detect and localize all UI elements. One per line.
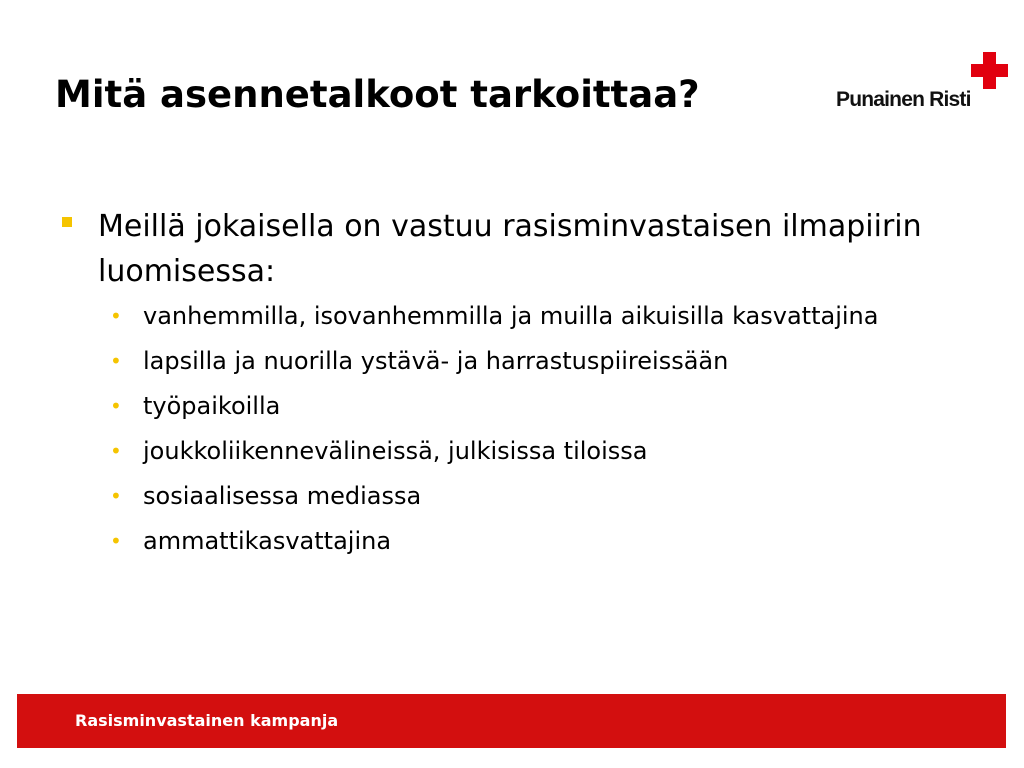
sub-bullet-text: vanhemmilla, isovanhemmilla ja muilla aikuisilla kasvattajina: [143, 302, 879, 330]
slide-title: Mitä asennetalkoot tarkoittaa?: [55, 73, 700, 116]
logo-text: Punainen Risti: [836, 88, 971, 111]
main-bullet-text: Meillä jokaisella on vastuu rasisminvastaisen ilmapiirin luomisessa:: [98, 209, 922, 289]
dot-bullet-icon: •: [110, 304, 122, 328]
footer-text: Rasisminvastainen kampanja: [75, 711, 339, 730]
footer-bar: [17, 694, 1006, 748]
sub-bullet-text: lapsilla ja nuorilla ystävä- ja harrastuspiireissään: [143, 347, 729, 375]
sub-bullet-text: työpaikoilla: [143, 392, 281, 420]
dot-bullet-icon: •: [110, 439, 122, 463]
sub-bullet-list: [110, 298, 960, 568]
sub-bullet-text: ammattikasvattajina: [143, 527, 392, 555]
red-cross-logo: [836, 52, 1008, 114]
dot-bullet-icon: •: [110, 349, 122, 373]
sub-bullet-item: [110, 478, 960, 515]
sub-bullet-text: sosiaalisessa mediassa: [143, 482, 422, 510]
sub-bullet-item: [110, 523, 960, 560]
sub-bullet-text: joukkoliikennevälineissä, julkisissa tiloissa: [143, 437, 648, 465]
sub-bullet-item: [110, 388, 960, 425]
dot-bullet-icon: •: [110, 484, 122, 508]
dot-bullet-icon: •: [110, 394, 122, 418]
square-bullet-icon: [62, 217, 72, 227]
dot-bullet-icon: •: [110, 529, 122, 553]
sub-bullet-item: [110, 298, 960, 335]
red-cross-icon: [971, 52, 1008, 89]
sub-bullet-item: [110, 433, 960, 470]
sub-bullet-item: [110, 343, 960, 380]
